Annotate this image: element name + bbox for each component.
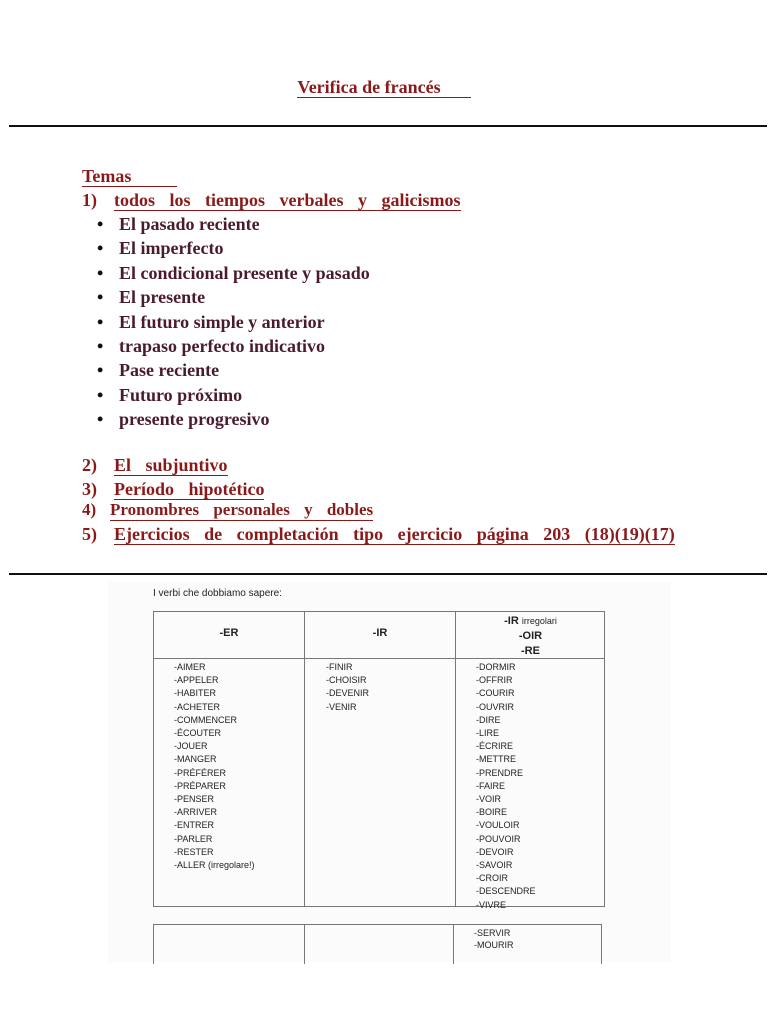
bullet-item: • El imperfecto — [97, 236, 370, 260]
verb-entry: -VOIR — [476, 794, 502, 805]
verb-entry: -ALLER (irregolare!) — [174, 860, 255, 871]
verb-entry: -DESCENDRE — [476, 886, 536, 897]
verb-entry: -POUVOIR — [476, 833, 521, 844]
bullet-icon: • — [97, 238, 104, 259]
verb-entry: -DIRE — [476, 714, 501, 725]
verb-entry: -BOIRE — [476, 807, 508, 818]
topic-number: 4) — [82, 500, 97, 519]
bullet-item: • trapaso perfecto indicativo — [97, 334, 370, 358]
bullet-item: • Pase reciente — [97, 358, 370, 382]
horizontal-rule — [9, 573, 767, 575]
verb-entry: -ENTRER — [174, 820, 214, 831]
topic-text: El subjuntivo — [114, 455, 228, 475]
verb-entry: -DORMIR — [476, 662, 516, 672]
column-header: -IR — [305, 612, 455, 659]
bullet-item: • El presente — [97, 285, 370, 309]
verb-table-caption: I verbi che dobbiamo sapere: — [153, 588, 282, 599]
verb-entry: -MANGER — [174, 754, 217, 765]
topic-item-3 — [82, 479, 264, 500]
er-column — [154, 612, 305, 906]
verb-entry: -MOURIR — [474, 940, 514, 950]
bullet-icon: • — [97, 287, 104, 308]
verb-entry: -OFFRIR — [476, 675, 513, 686]
bullet-item: • Futuro próximo — [97, 383, 370, 407]
bullet-icon: • — [97, 262, 104, 283]
document-title: Verifica de francés — [0, 77, 768, 98]
irregular-verb-list-extra — [474, 927, 514, 951]
bullet-icon: • — [97, 335, 104, 356]
verb-entry: -RESTER — [174, 846, 214, 857]
verb-entry: -PRENDRE — [476, 767, 524, 778]
verb-table-image — [108, 582, 671, 962]
bullet-icon: • — [97, 311, 104, 332]
bullet-item: • El condicional presente y pasado — [97, 261, 370, 285]
verb-entry: -AIMER — [174, 662, 206, 672]
verb-entry: -VOULOIR — [476, 820, 520, 831]
topic-item-2 — [82, 455, 228, 476]
tense-bullet-list — [97, 212, 370, 432]
verb-entry: -SAVOIR — [476, 860, 513, 871]
verb-entry: -ACHETER — [174, 701, 221, 712]
bullet-item: • presente progresivo — [97, 407, 370, 431]
verb-entry: -ÉCOUTER — [174, 728, 221, 739]
ir-column — [305, 612, 456, 906]
verb-entry: -LIRE — [476, 728, 500, 739]
verb-entry: -DEVENIR — [326, 688, 370, 699]
bullet-icon: • — [97, 214, 104, 234]
verb-entry: -COMMENCER — [174, 714, 237, 725]
bullet-icon: • — [97, 409, 104, 430]
verb-entry: -VIVRE — [476, 899, 507, 910]
temas-heading: Temas — [82, 166, 177, 187]
verb-entry: -ARRIVER — [174, 807, 218, 818]
topic-number: 2) — [82, 455, 97, 475]
topic-item-1 — [82, 190, 461, 211]
irregular-verb-list — [476, 661, 536, 912]
topic-number: 3) — [82, 479, 97, 499]
verb-entry: -CROIR — [476, 873, 508, 884]
bullet-icon: • — [97, 384, 104, 405]
topic-text: Período hipotético — [114, 479, 265, 499]
topic-item-5 — [82, 524, 675, 545]
topic-item-4 — [82, 500, 373, 521]
horizontal-rule — [9, 125, 767, 127]
topic-number: 5) — [82, 524, 97, 544]
verb-entry: -CHOISIR — [326, 675, 367, 686]
verb-entry: -PRÉPARER — [174, 780, 226, 791]
verb-entry: -JOUER — [174, 741, 208, 752]
verb-entry: -PARLER — [174, 833, 213, 844]
verb-table — [153, 611, 605, 910]
verb-entry: -DEVOIR — [476, 846, 514, 857]
topic-text: todos los tiempos verbales y galicismos — [114, 190, 461, 210]
verb-entry: -COURIR — [476, 688, 515, 699]
verb-entry: -PENSER — [174, 794, 215, 805]
verb-entry: -METTRE — [476, 754, 516, 765]
column-header: -IR irregolari -OIR -RE — [456, 612, 605, 659]
verb-entry: -SERVIR — [474, 928, 511, 938]
er-verb-list — [174, 661, 255, 872]
verb-entry: -FINIR — [326, 662, 353, 672]
verb-entry: -FAIRE — [476, 780, 506, 791]
bullet-item: • El pasado reciente — [97, 212, 370, 236]
verb-entry: -APPELER — [174, 675, 219, 686]
topic-text: Ejercicios de completación tipo ejercicio página 203 (18)(19)(17) — [114, 524, 675, 544]
irregular-column — [456, 612, 605, 910]
topic-number: 1) — [82, 190, 97, 210]
topic-text: Pronombres personales y dobles — [110, 500, 374, 519]
column-header: -ER — [154, 612, 304, 659]
verb-entry: -HABITER — [174, 688, 217, 699]
verb-entry: -ÉCRIRE — [476, 741, 514, 752]
verb-entry: -PRÉFÉRER — [174, 767, 227, 778]
verb-entry: -OUVRIR — [476, 701, 514, 712]
verb-entry: -VENIR — [326, 701, 357, 712]
bullet-item: • El futuro simple y anterior — [97, 310, 370, 334]
verb-table-continued — [153, 924, 602, 964]
ir-verb-list — [326, 661, 369, 714]
bullet-icon: • — [97, 360, 104, 381]
